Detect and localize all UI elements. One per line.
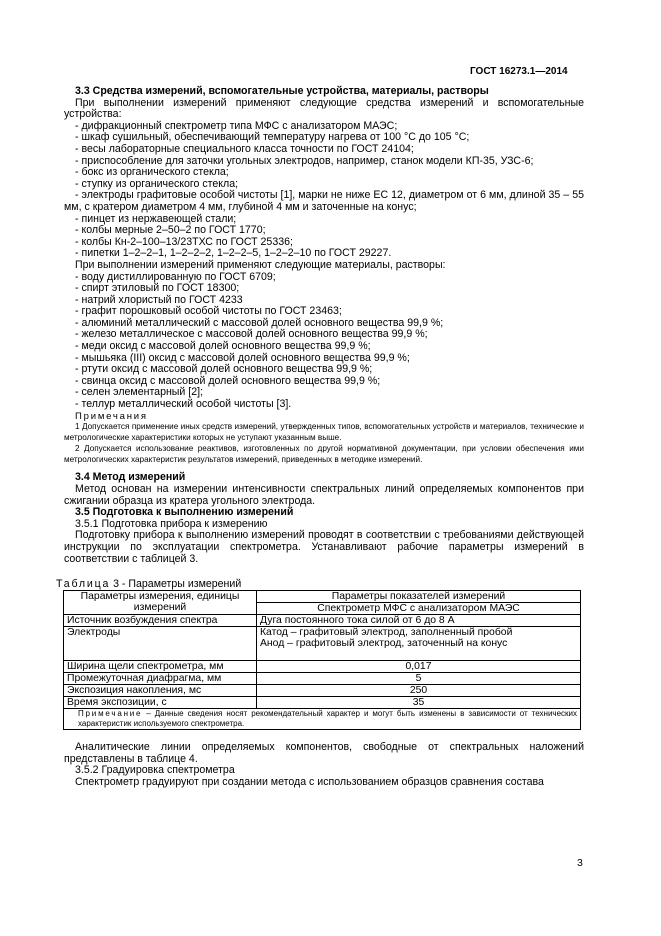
page-content	[56, 85, 584, 789]
material-item: - спирт этиловый по ГОСТ 18300;	[75, 282, 240, 295]
standard-number: ГОСТ 16273.1—2014	[470, 66, 568, 77]
table-row	[64, 615, 581, 627]
value-line: Анод – графитовый электрод, заточенный на конус	[260, 638, 508, 650]
section-3-4-text: Метод основан на измерении интенсивности спектральных линий определяемых компонентов при сжигании образца из кратера угольного электрода.	[64, 483, 584, 507]
table-row	[64, 627, 581, 661]
param-cell: Промежуточная диафрагма, мм	[64, 673, 257, 685]
instrument-item: - дифракционный спектрометр типа МФС с анализатором МАЭС;	[75, 119, 398, 132]
table-note	[64, 709, 581, 730]
table-note-text: – Данные сведения носят рекомендательный характер и могут быть изменены в зависимости от технических характеристик используемого спектрометра.	[78, 709, 577, 729]
material-item: - воду дистиллированную по ГОСТ 6709;	[75, 270, 276, 283]
material-item: - железо металлическое с массовой долей основного вещества 99,9 %;	[75, 328, 428, 341]
value-cell: 0,017	[257, 661, 581, 673]
note-1: 1 Допускается применение иных средств измерений, утвержденных типов, вспомогательных устройств и материалов, технические и метрологические характеристики которых не уступают указанным выше.	[64, 422, 584, 443]
value-cell: Дуга постоянного тока силой от 6 до 8 А	[257, 615, 581, 627]
value-cell: 5	[257, 673, 581, 685]
instrument-item: - ступку из органического стекла;	[75, 177, 239, 190]
param-cell: Источник возбуждения спектра	[64, 615, 257, 627]
param-cell: Время экспозиции, с	[64, 697, 257, 709]
value-cell: 35	[257, 697, 581, 709]
page-number: 3	[577, 857, 583, 869]
instrument-item: - колбы Кн-2–100–13/23ТХС по ГОСТ 25336;	[75, 235, 293, 248]
table-header-row	[64, 591, 581, 603]
section-3-5-1-heading: 3.5.1 Подготовка прибора к измерению	[75, 517, 268, 530]
param-cell: Экспозиция накопления, мс	[64, 685, 257, 697]
header-col-values: Параметры показателей измерений	[257, 591, 581, 603]
table-3-caption	[56, 579, 584, 590]
section-3-5-1-text: Подготовку прибора к выполнению измерений проводят в соответствии с требованиями действующей инструкции по эксплуатации спектрометра. Устанавливают рабочие параметры измерений в соответствии с таблицей 3.	[64, 529, 584, 565]
table-caption-word: Таблица	[56, 578, 111, 591]
table-3	[63, 590, 581, 730]
value-line: Катод – графитовый электрод, заполненный пробой	[260, 627, 513, 639]
instrument-item: - электроды графитовые особой чистоты [1], марки не ниже ЕС 12, диаметром от 6 мм, длиной 35 – 55 мм, с кратером диаметром 4 мм, глубиной 4 мм и заточенные на конус;	[64, 189, 584, 213]
instrument-item: - весы лабораторные специального класса точности по ГОСТ 24104;	[75, 142, 414, 155]
material-item: - свинца оксид с массовой долей основного вещества 99,9 %;	[75, 374, 381, 387]
material-item: - алюминий металлический с массовой долей основного вещества 99,9 %;	[75, 316, 444, 329]
table-note-word: Примечание	[78, 709, 143, 719]
table-row	[64, 673, 581, 685]
instruments-intro: При выполнении измерений применяют следующие средства измерений и вспомогательные устройства:	[64, 96, 584, 121]
table-row	[64, 685, 581, 697]
section-3-3-heading: 3.3 Средства измерений, вспомогательные устройства, материалы, растворы	[75, 85, 489, 97]
param-cell: Электроды	[64, 627, 257, 661]
value-cell	[257, 627, 581, 661]
note-2: 2 Допускается использование реактивов, изготовленных по другой нормативной документации, при условии обеспечения ими метрологических характеристик результатов измерений, приведенных в методике измерений.	[64, 443, 584, 464]
table-note-row	[64, 709, 581, 730]
instruments-list	[64, 121, 584, 260]
instrument-item: - шкаф сушильный, обеспечивающий температуру нагрева от 100 °С до 105 °С;	[75, 131, 470, 144]
material-item: - меди оксид с массовой долей основного вещества 99,9 %;	[75, 340, 371, 353]
materials-intro: При выполнении измерений применяют следующие материалы, растворы:	[75, 258, 446, 271]
param-cell: Ширина щели спектрометра, мм	[64, 661, 257, 673]
instrument-item: - приспособление для заточки угольных электродов, например, станок модели КП-35, УЗС-6;	[75, 154, 534, 167]
material-item: - графит порошковый особой чистоты по ГОСТ 23463;	[75, 305, 342, 318]
instrument-item: - бокс из органического стекла;	[75, 166, 229, 179]
material-item: - мышьяка (III) оксид с массовой долей основного вещества 99,9 %;	[75, 351, 410, 364]
table-caption-title: 3 - Параметры измерений	[113, 578, 242, 591]
instrument-item: - колбы мерные 2–50–2 по ГОСТ 1770;	[75, 224, 266, 237]
material-item: - теллур металлический особой чистоты [3].	[75, 398, 292, 411]
material-item: - селен элементарный [2];	[75, 386, 204, 399]
section-3-5-2-heading: 3.5.2 Градуировка спектрометра	[75, 764, 235, 777]
header-col-spectrometer: Спектрометр МФС с анализатором МАЭС	[257, 603, 581, 615]
header-col-params: Параметры измерения, единицы измерений	[64, 591, 257, 615]
instrument-item: - пинцет из нержавеющей стали;	[75, 212, 237, 225]
analytic-lines-text: Аналитические линии определяемых компонентов, свободные от спектральных наложений представлены в таблице 4.	[64, 741, 584, 765]
material-item: - ртути оксид с массовой долей основного вещества 99,9 %;	[75, 363, 373, 376]
instrument-item: - пипетки 1–2–2–1, 1–2–2–2, 1–2–2–5, 1–2–2–10 по ГОСТ 29227.	[75, 247, 392, 260]
table-row	[64, 661, 581, 673]
table-row	[64, 697, 581, 709]
materials-list	[64, 272, 584, 411]
notes-title: Примечания	[75, 410, 148, 422]
material-item: - натрий хлористый по ГОСТ 4233	[75, 293, 243, 306]
section-3-4-heading: 3.4 Метод измерений	[75, 471, 186, 484]
value-cell: 250	[257, 685, 581, 697]
section-3-5-2-text: Спектрометр градуируют при создании метода с использованием образцов сравнения состава	[75, 775, 544, 788]
section-3-5-heading: 3.5 Подготовка к выполнению измерений	[75, 506, 294, 519]
